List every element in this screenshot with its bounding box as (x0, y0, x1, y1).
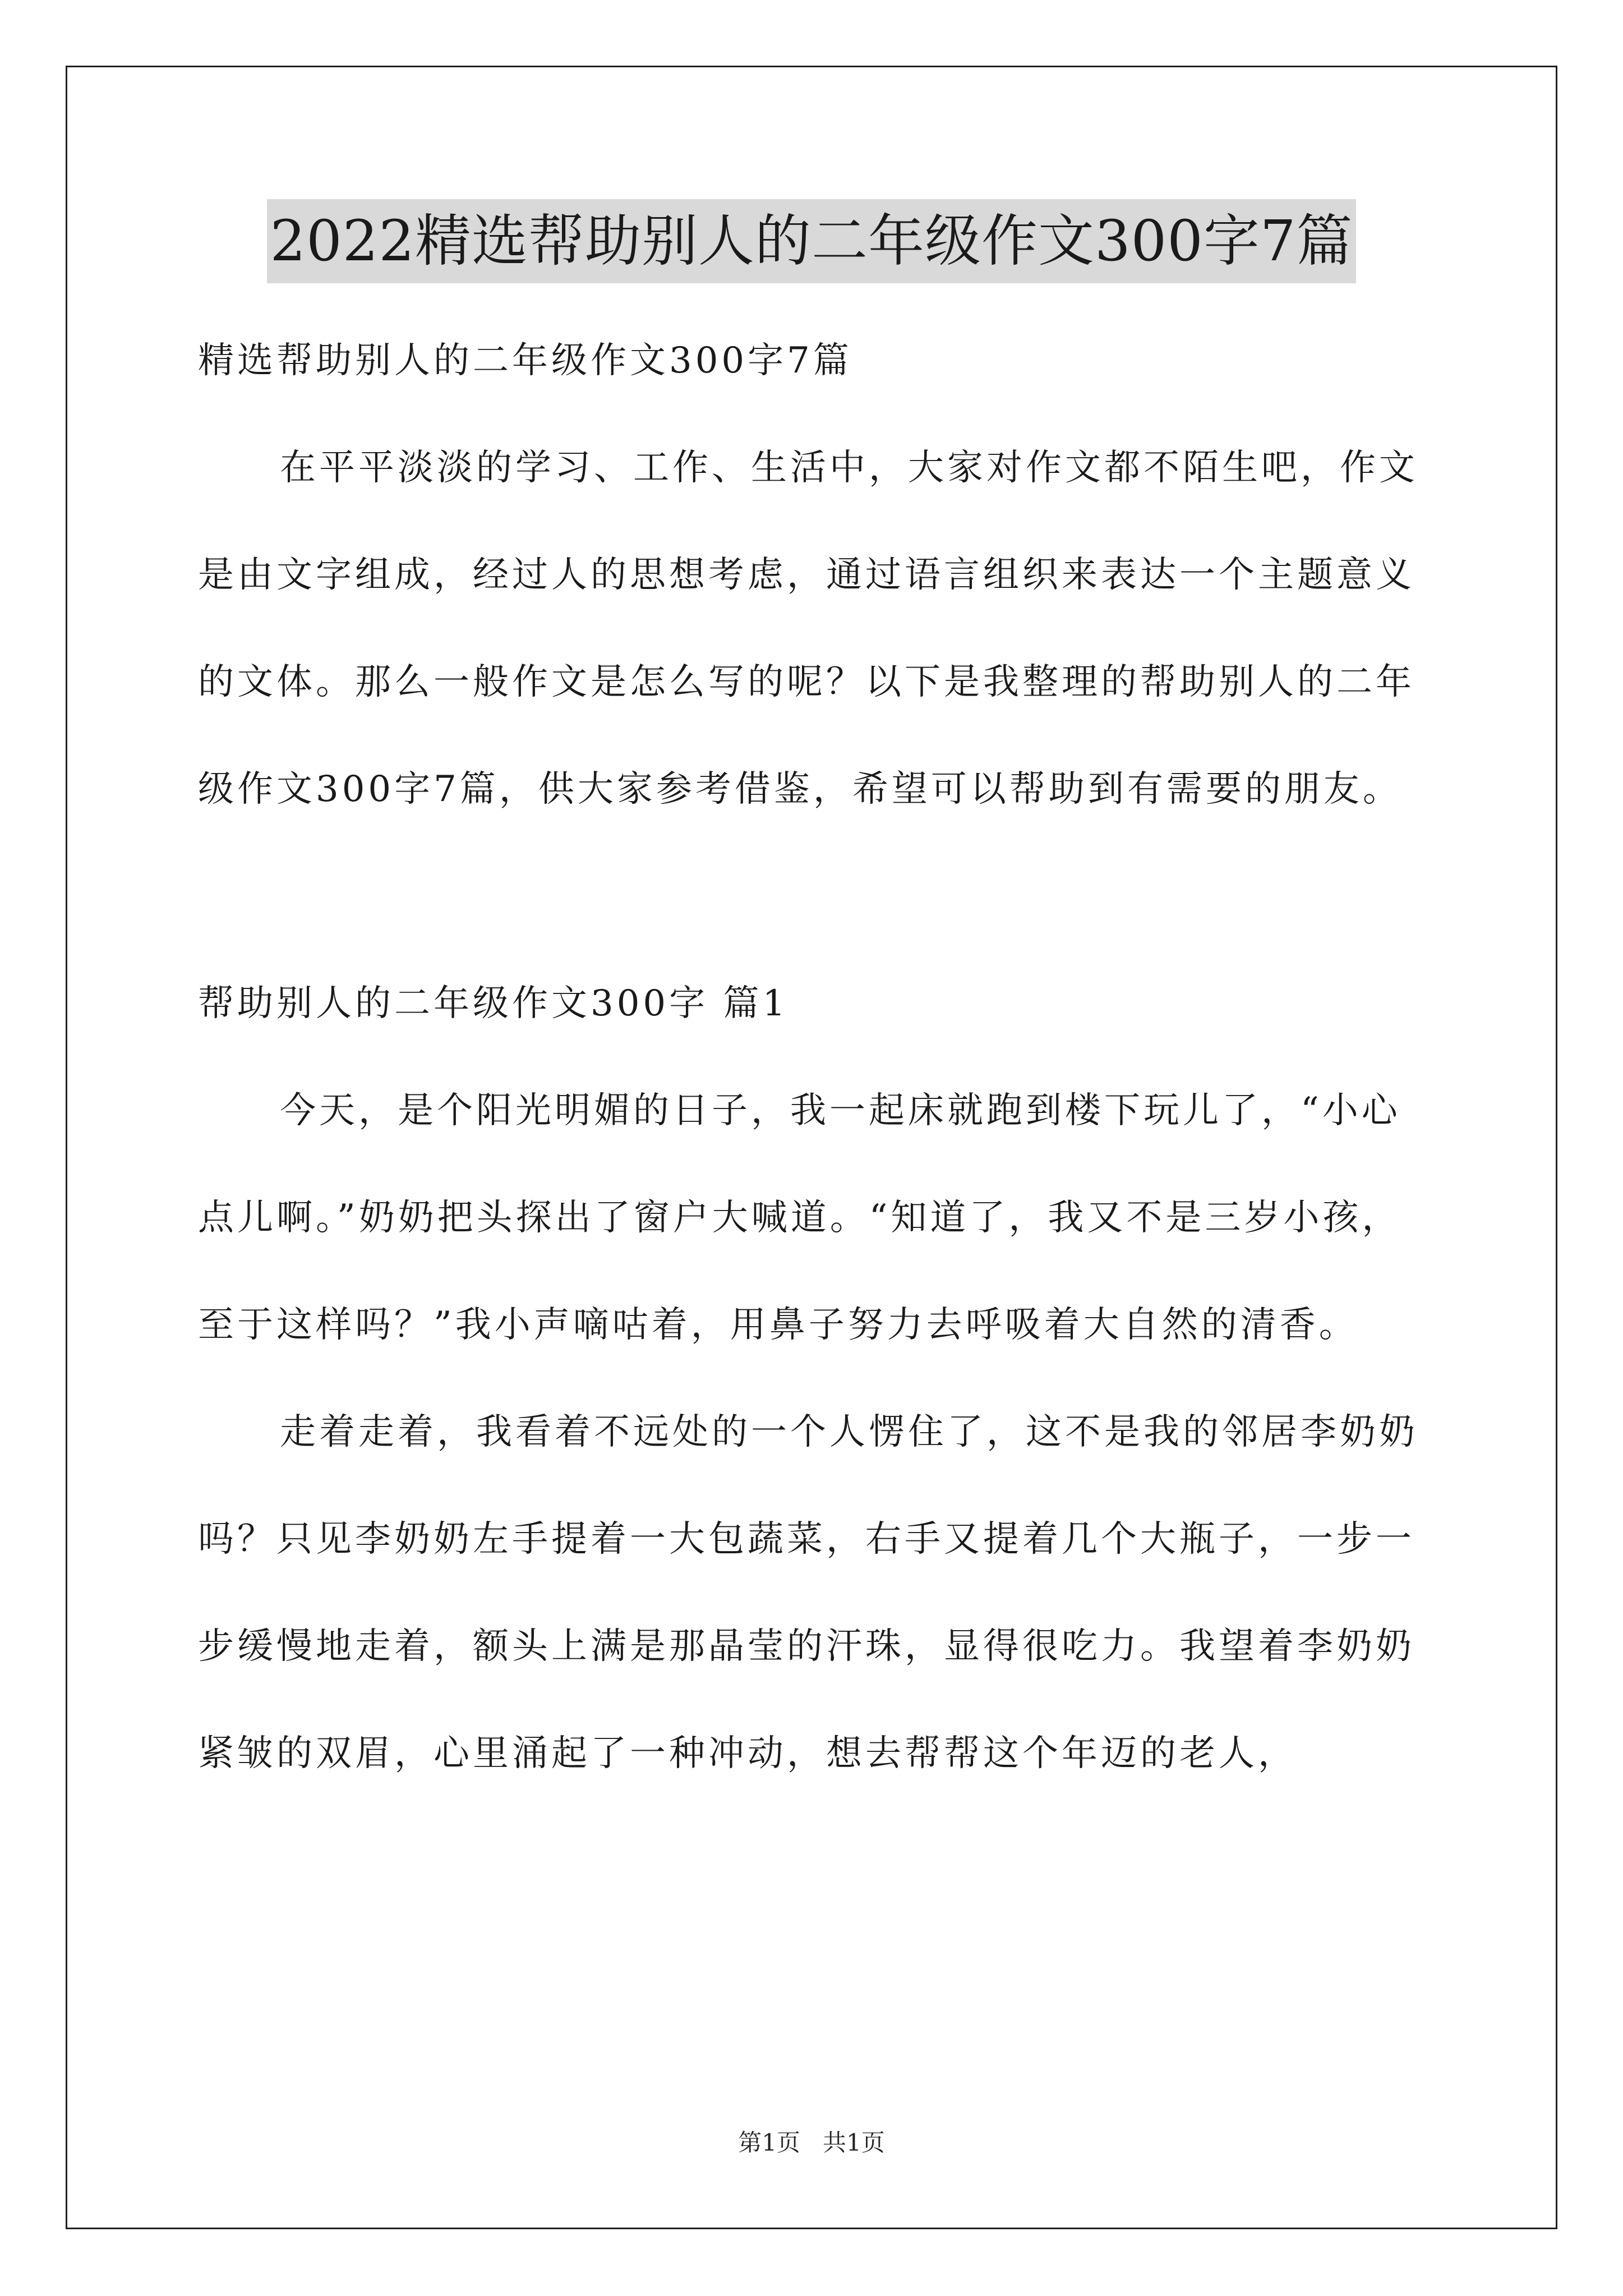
intro-paragraph: 在平平淡淡的学习、工作、生活中，大家对作文都不陌生吧，作文是由文字组成，经过人的思想考虑，通过语言组织来表达一个主题意义的文体。那么一般作文是怎么写的呢？以下是我整理的帮助别人的二年级作文300字7篇，供大家参考借鉴，希望可以帮助到有需要的朋友。 (198, 447, 1418, 810)
document-subtitle: 精选帮助别人的二年级作文300字7篇 (198, 340, 852, 381)
body-paragraph: 走着走着，我看着不远处的一个人愣住了，这不是我的邻居李奶奶吗？只见李奶奶左手提着一大包蔬菜，右手又提着几个大瓶子，一步一步缓慢地走着，额头上满是那晶莹的汗珠，显得很吃力。我望着李奶奶紧皱的双眉，心里涌起了一种冲动，想去帮帮这个年迈的老人， (198, 1411, 1418, 1774)
section-spacer (198, 843, 1426, 950)
page-number-footer: 第1页 共1页 (738, 2129, 885, 2156)
document-title-text: 2022精选帮助别人的二年级作文300字7篇 (267, 199, 1357, 283)
document-title (0, 199, 1623, 283)
body-paragraph: 今天，是个阳光明媚的日子，我一起床就跑到楼下玩儿了，“小心点儿啊。”奶奶把头探出了窗户大喊道。“知道了，我又不是三岁小孩，至于这样吗？”我小声嘀咕着，用鼻子努力去呼吸着大自然的清香。 (198, 1090, 1401, 1346)
section-heading: 帮助别人的二年级作文300字 篇1 (198, 983, 789, 1024)
document-body (198, 307, 1426, 1807)
